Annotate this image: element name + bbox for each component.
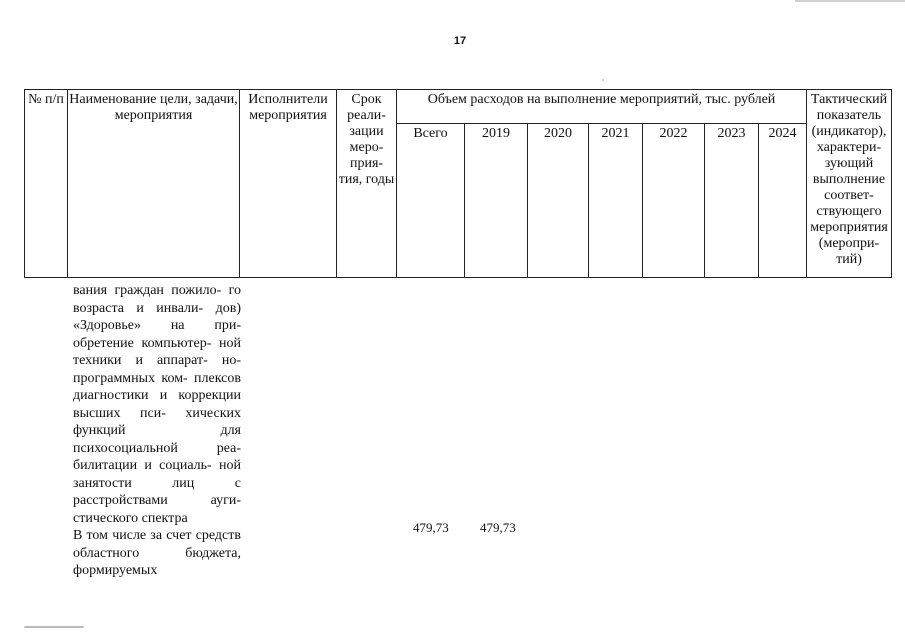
scan-edge-mark	[795, 0, 905, 2]
header-subcol-year: 2021	[589, 124, 643, 278]
header-col-executors: Исполнители мероприятия	[240, 90, 337, 278]
header-col-term: Срок реали- зации меро- прия- тия, годы	[337, 90, 397, 278]
header-col-number: № п/п	[25, 90, 68, 278]
header-subcol-total: Всего	[397, 124, 465, 278]
header-col-name: Наименование цели, задачи, мероприятия	[68, 90, 240, 278]
scan-speck	[602, 79, 604, 81]
header-subcol-year: 2024	[759, 124, 807, 278]
header-subcol-year: 2023	[705, 124, 759, 278]
value-2019: 479,73	[480, 520, 516, 535]
header-subcol-year: 2022	[643, 124, 705, 278]
header-table	[24, 89, 892, 278]
header-subcol-year: 2020	[528, 124, 589, 278]
scan-speck	[24, 626, 84, 628]
header-subcol-year: 2019	[465, 124, 528, 278]
page-number: 17	[453, 35, 467, 47]
header-col-expenses: Объем расходов на выполнение мероприятий, тыс. рублей	[397, 90, 807, 124]
header-col-indicator: Тактический показатель (индикатор), характери- зующий выполнение соответ- ствующего мероприятия (меропри- тий)	[807, 90, 892, 278]
body-text-block	[73, 282, 241, 580]
value-total: 479,73	[413, 520, 449, 535]
body-paragraph: В том числе за счет средств областного бюджета, формируемых	[73, 528, 241, 578]
body-paragraph: вания граждан пожило- го возраста и инвали- дов) «Здоровье» на при- обретение компьютер- ной техники и аппарат- но-программных ком- плексов диагностики и коррекции высших пси- хических функций для психосоциальной реа- билитации и социаль- ной занятости лиц с расстройствами ауги- стического спектра	[73, 283, 241, 526]
